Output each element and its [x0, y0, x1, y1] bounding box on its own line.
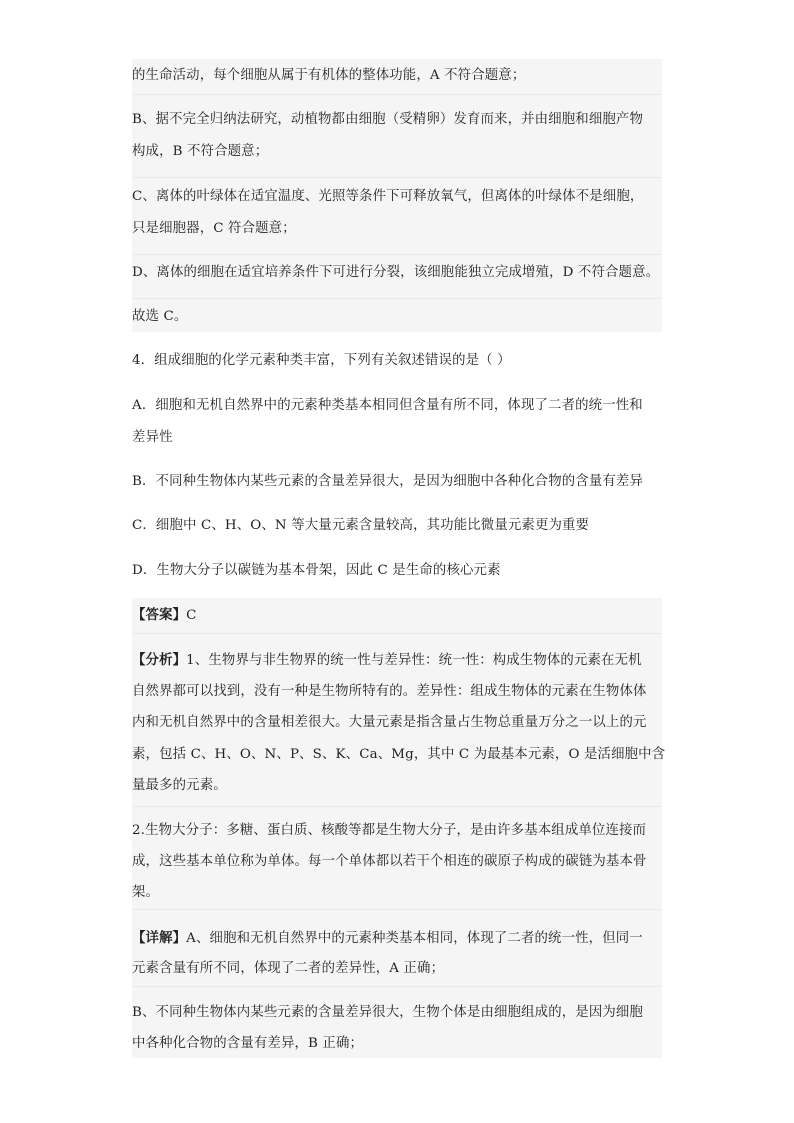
- analysis-line: 2.生物大分子：多糖、蛋白质、核酸等都是生物大分子，是由许多基本组成单位连接而: [132, 823, 647, 838]
- divider: [132, 806, 662, 807]
- detail-text: A、细胞和无机自然界中的元素种类基本相同，体现了二者的统一性，但同一: [186, 931, 643, 946]
- analysis-text: 1、生物界与非生物界的统一性与差异性：统一性：构成生物体的元素在无机: [186, 653, 642, 668]
- option-c: C．细胞中 C、H、O、N 等大量元素含量较高，其功能比微量元素更为重要: [132, 518, 590, 533]
- analysis-line: 量最多的元素。: [132, 778, 227, 793]
- divider: [132, 177, 662, 178]
- divider: [132, 94, 662, 95]
- explanation-line: 只是细胞器，C 符合题意；: [132, 221, 296, 236]
- analysis-line: 自然界都可以找到，没有一种是生物所特有的。差异性：组成生物体的元素在生物体体: [132, 684, 647, 699]
- detail-line: B、不同种生物体内某些元素的含量差异很大，生物个体是由细胞组成的，是因为细胞: [132, 1005, 643, 1020]
- explanation-line: 构成，B 不符合题意；: [132, 144, 269, 159]
- analysis-line: 成，这些基本单位称为单体。每一个单体都以若干个相连的碳原子构成的碳链为基本骨: [132, 854, 647, 869]
- answer-value: C: [186, 608, 197, 623]
- divider: [132, 633, 662, 634]
- option-a: 差异性: [132, 430, 173, 445]
- explanation-line: B、据不完全归纳法研究，动植物都由细胞（受精卵）发育而来，并由细胞和细胞产物: [132, 112, 643, 127]
- explanation-line: 的生命活动，每个细胞从属于有机体的整体功能，A 不符合题意；: [132, 68, 526, 83]
- explanation-line: C、离体的叶绿体在适宜温度、光照等条件下可释放氧气，但离体的叶绿体不是细胞，: [132, 189, 644, 204]
- analysis-line: 素，包括 C、H、O、N、P、S、K、Ca、Mg，其中 C 为最基本元素，O 是活细胞中含: [132, 747, 666, 762]
- analysis-label: 【分析】: [132, 652, 187, 668]
- answer-label: 【答案】: [132, 607, 187, 623]
- divider: [132, 909, 662, 910]
- answer-line: [132, 602, 672, 628]
- analysis-line: 架。: [132, 885, 160, 900]
- option-d: D．生物大分子以碳链为基本骨架，因此 C 是生命的核心元素: [132, 563, 501, 578]
- explanation-line: D、离体的细胞在适宜培养条件下可进行分裂，该细胞能独立完成增殖，D 不符合题意。: [132, 265, 660, 280]
- detail-line: 元素含量有所不同，体现了二者的差异性，A 正确；: [132, 961, 445, 976]
- analysis-line: 内和无机自然界中的含量相差很大。大量元素是指含量占生物总重量万分之一以上的元: [132, 715, 647, 730]
- analysis-line: [132, 647, 672, 673]
- divider: [132, 254, 662, 255]
- divider: [132, 298, 662, 299]
- detail-label: 【详解】: [132, 930, 187, 946]
- option-b: B．不同种生物体内某些元素的含量差异很大，是因为细胞中各种化合物的含量有差异: [132, 474, 643, 489]
- detail-line: 中各种化合物的含量有差异，B 正确；: [132, 1036, 364, 1051]
- detail-line: [132, 925, 672, 951]
- explanation-line: 故选 C。: [132, 309, 188, 324]
- divider: [132, 986, 662, 987]
- question-stem: 4．组成细胞的化学元素种类丰富，下列有关叙述错误的是（ ）: [132, 353, 511, 368]
- option-a: A．细胞和无机自然界中的元素种类基本相同但含量有所不同，体现了二者的统一性和: [132, 398, 643, 413]
